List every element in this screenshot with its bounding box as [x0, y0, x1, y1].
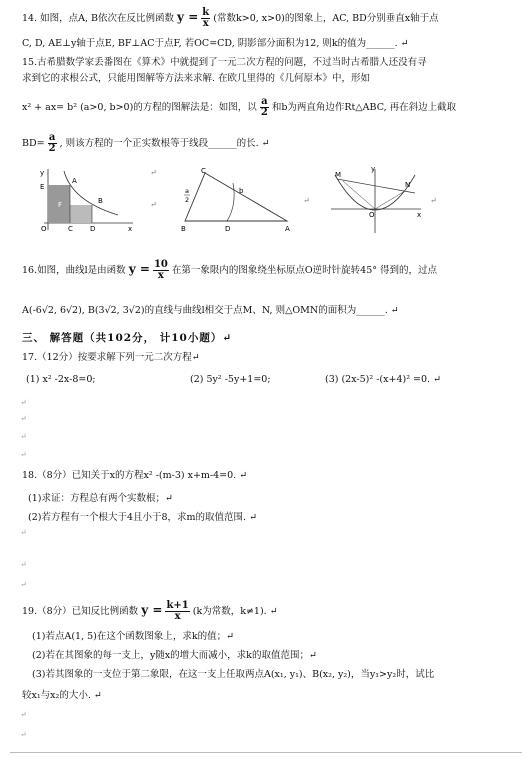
fig1-label-x: x: [128, 225, 133, 233]
fig1-label-d: D: [90, 225, 96, 233]
q15-frac2-den: 2: [48, 143, 56, 154]
q19-line1: [22, 601, 278, 622]
q17-title: 17.（12分）按要求解下列一元二次方程↵: [22, 352, 200, 363]
fig2-label-b: B: [181, 225, 186, 233]
fig1-label-b: B: [98, 197, 103, 205]
q15-line1: 15.古希腊数学家丢番图在《算术》中就提到了一元二次方程的问题，不过当时古希腊人还没有寻: [22, 57, 427, 68]
q17-part1: (1) x² -2x-8=0;: [26, 374, 96, 385]
fig2-label-a: A: [285, 225, 290, 233]
q15-frac2-num: a: [48, 132, 56, 143]
q17-part3: (3) (2x-5)² -(x+4)² =0. ↵: [325, 374, 442, 385]
return-mark-6: ↵: [20, 560, 27, 569]
fig2-label-a-num: a: [185, 187, 189, 195]
q14-text-pre: 14. 如图，点A, B依次在反比例函数: [22, 13, 175, 24]
fig3-label-y: y: [371, 165, 376, 173]
page-bottom-rule: [10, 752, 522, 753]
q19-text-pre: 19.（8分）已知反比例函数: [22, 606, 139, 617]
q16-text-pre: 16.如图，曲线l是由函数: [22, 265, 126, 276]
q15-frac-den: 2: [260, 107, 268, 118]
q15-line2: 求到它的求根公式，只能用图解等方法来求解. 在欧几里得的《几何原本》中，形如: [22, 73, 371, 84]
figure-3-rotated-curve: [325, 165, 425, 235]
q14-fraction: [201, 8, 210, 29]
q15-fraction-a: [260, 97, 269, 118]
q19-fraction: [165, 601, 189, 622]
return-mark-2: ↵: [20, 414, 27, 423]
q19-frac-num: k+1: [166, 600, 189, 611]
return-mark-3: ↵: [20, 432, 27, 441]
return-mark-4: ↵: [20, 450, 27, 459]
fig2-label-b-side: b: [239, 187, 244, 195]
q19-y-eq: y =: [141, 603, 163, 617]
fig1-label-c: C: [68, 225, 73, 233]
fig1-label-a: A: [72, 177, 77, 185]
fig2-label-c: C: [201, 167, 206, 175]
q15-frac-num: a: [261, 96, 268, 107]
q15-line3: [22, 97, 456, 118]
fig3-label-o: O: [369, 211, 375, 219]
q15-line3-pre: x² + ax= b² (a>0, b>0)的方程的图解法是：如图，以: [22, 102, 257, 113]
section-3-heading: 三、 解答题（共102分， 计10小题）↵: [22, 332, 233, 344]
q14-frac-den: x: [202, 18, 209, 29]
q19-text-post: (k为常数，k≠1). ↵: [192, 606, 278, 617]
q16-frac-num: 10: [153, 259, 168, 270]
return-mark-7: ↵: [20, 580, 27, 589]
q16-frac-den: x: [157, 270, 164, 281]
q15-line4: [22, 133, 270, 154]
q19-part1: (1)若点A(1, 5)在这个函数图象上，求k的值；↵: [32, 631, 235, 642]
triangle-abc: [185, 173, 287, 221]
q19-part3-cont: 较x₁与x₂的大小. ↵: [22, 690, 102, 701]
q18-part2: (2)若方程有一个根大于4且小于8，求m的取值范围. ↵: [28, 512, 258, 523]
fig2-return-mark: ↵: [303, 196, 310, 205]
q16-fraction: [153, 260, 169, 281]
q19-part3: (3)若其图象的一支位于第二象限，在这一支上任取两点A(x₁, y₁)、B(x₂, y₂)，当y₁>y₂时，试比: [32, 669, 435, 680]
fig2-label-d: D: [225, 225, 231, 233]
q16-line2: A(-6√2, 6√2), B(3√2, 3√2)的直线与曲线l相交于点M、N, 则△OMN的面积为______. ↵: [22, 305, 399, 316]
fig3-label-m: M: [335, 171, 342, 179]
fig3-label-n: N: [405, 181, 411, 189]
q14-text-post: (常数k>0, x>0)的图象上，AC, BD分别垂直x轴于点: [213, 13, 439, 24]
q18-title: 18.（8分）已知关于x的方程x² -(m-3) x+m-4=0. ↵: [22, 470, 248, 481]
return-mark-5: ↵: [20, 528, 27, 537]
q14-line2: C, D, AE⊥y轴于点E, BF⊥AC于点F, 若OC=CD, 阴影部分面积为12, 则k的值为______. ↵: [22, 38, 409, 49]
q15-line4-pre: BD=: [22, 138, 45, 149]
q15-line3-post: 和b为两直角边作Rt△ABC, 再在斜边上截取: [271, 102, 457, 113]
fig3-return-mark: ↵: [430, 196, 437, 205]
shaded-region-2: [70, 205, 92, 223]
return-mark-9: ↵: [20, 730, 27, 739]
figure-1-hyperbola-rectangles: [38, 165, 138, 235]
fig1-return-mark-a: ↵: [150, 168, 157, 177]
fig3-label-x: x: [417, 211, 422, 219]
q19-frac-den: x: [174, 611, 181, 622]
q14-y-eq: y =: [177, 10, 199, 24]
fig1-label-o: O: [41, 225, 47, 233]
figure-2-right-triangle: [175, 165, 300, 235]
q14-line1: [22, 8, 439, 29]
fig1-label-y: y: [40, 169, 45, 177]
q17-part2: (2) 5y² -5y+1=0;: [190, 374, 271, 385]
q19-part2: (2)若在其图象的每一支上，y随x的增大而减小，求k的取值范围；↵: [32, 650, 317, 661]
q14-frac-num: k: [202, 7, 210, 18]
q16-text-post: 在第一象限内的图象绕坐标原点O逆时针旋转45° 得到的，过点: [171, 265, 438, 276]
fig1-label-e: E: [40, 183, 45, 191]
fig2-label-2-den: 2: [185, 196, 190, 204]
arc-bd: [227, 183, 234, 221]
q18-part1: (1)求证：方程总有两个实数根；↵: [28, 493, 173, 504]
return-mark-8: ↵: [20, 710, 27, 719]
fig1-label-f: F: [58, 201, 63, 209]
q16-y-eq: y =: [128, 262, 150, 276]
q16-line1: [22, 260, 437, 281]
q15-fraction-a2: [48, 133, 57, 154]
q15-line4-post: , 则该方程的一个正实数根等于线段______的长. ↵: [59, 138, 270, 149]
fig1-return-mark-b: ↵: [150, 200, 157, 209]
return-mark-1: ↵: [20, 398, 27, 407]
